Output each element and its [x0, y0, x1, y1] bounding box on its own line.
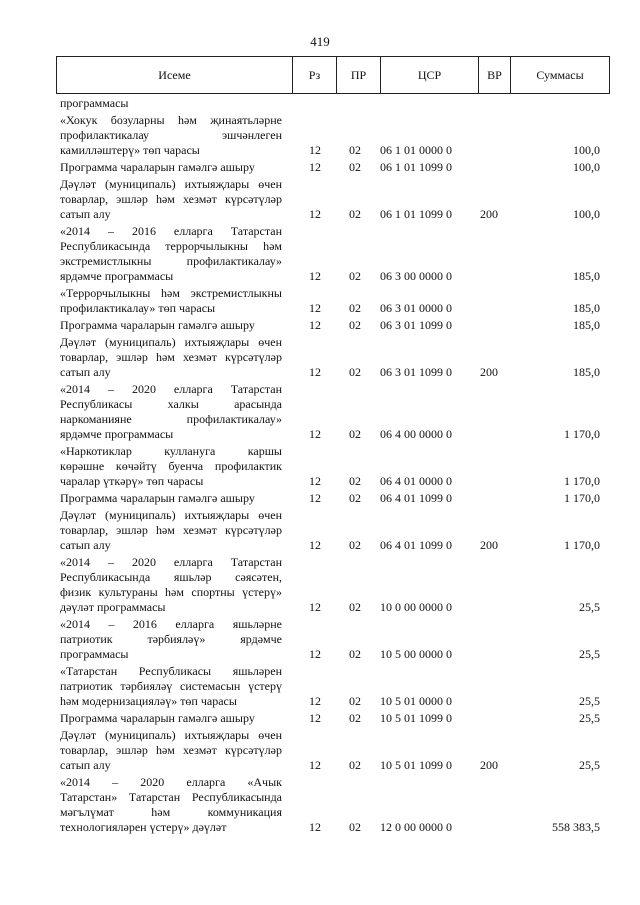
row-pr: 02 — [349, 427, 361, 441]
row-sum: 1 170,0 — [564, 474, 600, 488]
row-name-line: Дәүләт (муниципаль) ихтыяҗлары өчен — [60, 335, 282, 349]
row-name — [60, 555, 282, 615]
row-sum: 25,5 — [579, 711, 600, 725]
table-row — [0, 224, 640, 284]
row-name-line: Программа чараларын гамәлгә ашыру — [60, 711, 255, 725]
row-rz: 12 — [309, 207, 321, 221]
row-name-line: Дәүләт (муниципаль) ихтыяҗлары өчен — [60, 177, 282, 191]
row-name-line: сатып алу — [60, 758, 111, 772]
row-rz: 12 — [309, 694, 321, 708]
row-rz: 12 — [309, 711, 321, 725]
row-name — [60, 318, 282, 333]
row-pr: 02 — [349, 207, 361, 221]
row-name-line: Татарстан» Татарстан Республикасында — [60, 790, 282, 804]
header-rz: Рз — [293, 57, 337, 93]
row-rz: 12 — [309, 600, 321, 614]
row-name-line: Республикасында террорчылыкны һәм — [60, 239, 282, 253]
row-rz: 12 — [309, 365, 321, 379]
table-row — [0, 444, 640, 489]
row-rz: 12 — [309, 301, 321, 315]
row-name-line: Дәүләт (муниципаль) ихтыяҗлары өчен — [60, 508, 282, 522]
row-pr: 02 — [349, 143, 361, 157]
row-name-line: сатып алу — [60, 538, 111, 552]
row-pr: 02 — [349, 160, 361, 174]
row-name-line: технологияләрен үстерү» дәүләт — [60, 820, 227, 834]
row-rz: 12 — [309, 538, 321, 552]
row-csr: 06 4 01 1099 0 — [380, 538, 452, 552]
row-name-line: товарлар, эшләр һәм хезмәт күрсәтүләр — [60, 523, 282, 537]
row-pr: 02 — [349, 474, 361, 488]
row-rz: 12 — [309, 820, 321, 834]
row-name-line: «Хокук бозуларны һәм җинаятьләрне — [60, 113, 282, 127]
table-row — [0, 160, 640, 175]
row-name-line: физик культураны һәм спортны үстерү» — [60, 585, 282, 599]
row-name-line: «2014 – 2020 елларга Татарстан — [60, 382, 282, 396]
row-rz: 12 — [309, 491, 321, 505]
row-sum: 185,0 — [573, 269, 600, 283]
row-csr: 06 3 00 0000 0 — [380, 269, 452, 283]
row-csr: 06 3 01 1099 0 — [380, 365, 452, 379]
table-row — [0, 335, 640, 380]
row-pr: 02 — [349, 694, 361, 708]
row-name-line: Программа чараларын гамәлгә ашыру — [60, 491, 255, 505]
row-pr: 02 — [349, 538, 361, 552]
row-pr: 02 — [349, 491, 361, 505]
row-name-line: патриотик тәрбияләү системасын үстерү — [60, 679, 282, 693]
row-sum: 1 170,0 — [564, 427, 600, 441]
row-csr: 10 5 01 1099 0 — [380, 711, 452, 725]
table-row — [0, 318, 640, 333]
row-name-line: һәм модернизацияләү» төп чарасы — [60, 694, 237, 708]
row-sum: 1 170,0 — [564, 538, 600, 552]
row-pr: 02 — [349, 269, 361, 283]
row-name-line: мәгълүмат һәм коммуникация — [60, 805, 282, 819]
row-name-line: Дәүләт (муниципаль) ихтыяҗлары өчен — [60, 728, 282, 742]
row-name-line: сатып алу — [60, 207, 111, 221]
row-csr: 06 4 01 0000 0 — [380, 474, 452, 488]
header-vr: ВР — [479, 57, 511, 93]
row-sum: 1 170,0 — [564, 491, 600, 505]
row-name — [60, 335, 282, 380]
row-csr: 06 1 01 0000 0 — [380, 143, 452, 157]
row-name-line: товарлар, эшләр һәм хезмәт күрсәтүләр — [60, 743, 282, 757]
row-name-line: көрәшне көчәйтү буенча профилактик — [60, 459, 282, 473]
row-name — [60, 711, 282, 726]
row-name-line: наркоманияне профилактикалау» — [60, 412, 282, 426]
row-csr: 06 4 00 0000 0 — [380, 427, 452, 441]
table-header — [56, 56, 610, 94]
row-pr: 02 — [349, 600, 361, 614]
row-name-line: программасы — [60, 96, 129, 110]
row-name — [60, 508, 282, 553]
table-row — [0, 382, 640, 442]
row-csr: 06 1 01 1099 0 — [380, 160, 452, 174]
table-row — [0, 491, 640, 506]
row-name-line: программасы — [60, 647, 129, 661]
table-row — [0, 286, 640, 316]
row-sum: 25,5 — [579, 694, 600, 708]
row-csr: 06 3 01 1099 0 — [380, 318, 452, 332]
row-vr: 200 — [480, 207, 498, 221]
row-name-line: «2014 – 2016 елларга яшьләрне — [60, 617, 282, 631]
row-name-line: «Татарстан Республикасы яшьләрен — [60, 664, 282, 678]
row-csr: 10 5 01 1099 0 — [380, 758, 452, 772]
row-pr: 02 — [349, 318, 361, 332]
table-row — [0, 113, 640, 158]
row-rz: 12 — [309, 143, 321, 157]
row-sum: 185,0 — [573, 318, 600, 332]
row-name-line: Программа чараларын гамәлгә ашыру — [60, 160, 255, 174]
row-name — [60, 177, 282, 222]
row-pr: 02 — [349, 365, 361, 379]
row-sum: 25,5 — [579, 647, 600, 661]
row-name-line: ярдәмче программасы — [60, 427, 174, 441]
row-name-line: «2014 – 2016 елларга Татарстан — [60, 224, 282, 238]
row-csr: 10 5 01 0000 0 — [380, 694, 452, 708]
row-name — [60, 160, 282, 175]
row-pr: 02 — [349, 301, 361, 315]
row-name-line: товарлар, эшләр һәм хезмәт күрсәтүләр — [60, 192, 282, 206]
row-pr: 02 — [349, 647, 361, 661]
row-name — [60, 382, 282, 442]
row-sum: 558 383,5 — [552, 820, 600, 834]
header-pr: ПР — [337, 57, 381, 93]
row-name — [60, 113, 282, 158]
row-rz: 12 — [309, 160, 321, 174]
row-rz: 12 — [309, 647, 321, 661]
row-pr: 02 — [349, 820, 361, 834]
row-sum: 100,0 — [573, 160, 600, 174]
table-row — [0, 775, 640, 835]
table-row — [0, 555, 640, 615]
row-name-line: дәүләт программасы — [60, 600, 166, 614]
row-name — [60, 617, 282, 662]
row-vr: 200 — [480, 538, 498, 552]
row-pr: 02 — [349, 711, 361, 725]
row-name — [60, 286, 282, 316]
row-vr: 200 — [480, 365, 498, 379]
row-name — [60, 224, 282, 284]
row-sum: 100,0 — [573, 143, 600, 157]
row-rz: 12 — [309, 318, 321, 332]
row-csr: 06 4 01 1099 0 — [380, 491, 452, 505]
row-name-line: чаралар үткәрү» төп чарасы — [60, 474, 204, 488]
header-name: Исеме — [57, 57, 293, 93]
row-name-line: «2014 – 2020 елларга «Ачык — [60, 775, 282, 789]
row-name-line: «Наркотиклар куллануга каршы — [60, 444, 282, 458]
table-row — [0, 508, 640, 553]
table-row — [0, 96, 640, 111]
row-rz: 12 — [309, 474, 321, 488]
row-name — [60, 491, 282, 506]
row-name-line: сатып алу — [60, 365, 111, 379]
header-sum: Суммасы — [536, 68, 584, 82]
row-name-line: профилактикалау» төп чарасы — [60, 301, 216, 315]
row-name-line: Республикасы халкы арасында — [60, 397, 282, 411]
row-vr: 200 — [480, 758, 498, 772]
row-name-line: патриотик тәрбияләү» ярдәмче — [60, 632, 282, 646]
row-sum: 100,0 — [573, 207, 600, 221]
row-csr: 06 1 01 1099 0 — [380, 207, 452, 221]
row-csr: 12 0 00 0000 0 — [380, 820, 452, 834]
table-row — [0, 177, 640, 222]
row-sum: 25,5 — [579, 600, 600, 614]
row-name — [60, 96, 282, 111]
row-name — [60, 775, 282, 835]
row-sum: 25,5 — [579, 758, 600, 772]
row-name-line: «2014 – 2020 елларга Татарстан — [60, 555, 282, 569]
row-csr: 10 5 00 0000 0 — [380, 647, 452, 661]
row-sum: 185,0 — [573, 365, 600, 379]
row-csr: 06 3 01 0000 0 — [380, 301, 452, 315]
row-name — [60, 444, 282, 489]
row-name-line: Программа чараларын гамәлгә ашыру — [60, 318, 255, 332]
row-name — [60, 728, 282, 773]
row-name-line: Республикасында яшьләр сәясәтен, — [60, 570, 282, 584]
page-number: 419 — [310, 34, 330, 49]
header-csr: ЦСР — [381, 57, 479, 93]
table-row — [0, 617, 640, 662]
table-row — [0, 728, 640, 773]
row-name — [60, 664, 282, 709]
row-pr: 02 — [349, 758, 361, 772]
table-body — [0, 96, 640, 837]
table-row — [0, 711, 640, 726]
row-rz: 12 — [309, 269, 321, 283]
table-row — [0, 664, 640, 709]
row-name-line: камилләштерү» төп чарасы — [60, 143, 200, 157]
row-name-line: товарлар, эшләр һәм хезмәт күрсәтүләр — [60, 350, 282, 364]
row-sum: 185,0 — [573, 301, 600, 315]
row-rz: 12 — [309, 427, 321, 441]
row-name-line: профилактикалау эшчәнлеген — [60, 128, 282, 142]
row-csr: 10 0 00 0000 0 — [380, 600, 452, 614]
row-name-line: «Террорчылыкны һәм экстремистлыкны — [60, 286, 282, 300]
row-rz: 12 — [309, 758, 321, 772]
row-name-line: экстремистлыкны профилактикалау» — [60, 254, 282, 268]
row-name-line: ярдәмче программасы — [60, 269, 174, 283]
